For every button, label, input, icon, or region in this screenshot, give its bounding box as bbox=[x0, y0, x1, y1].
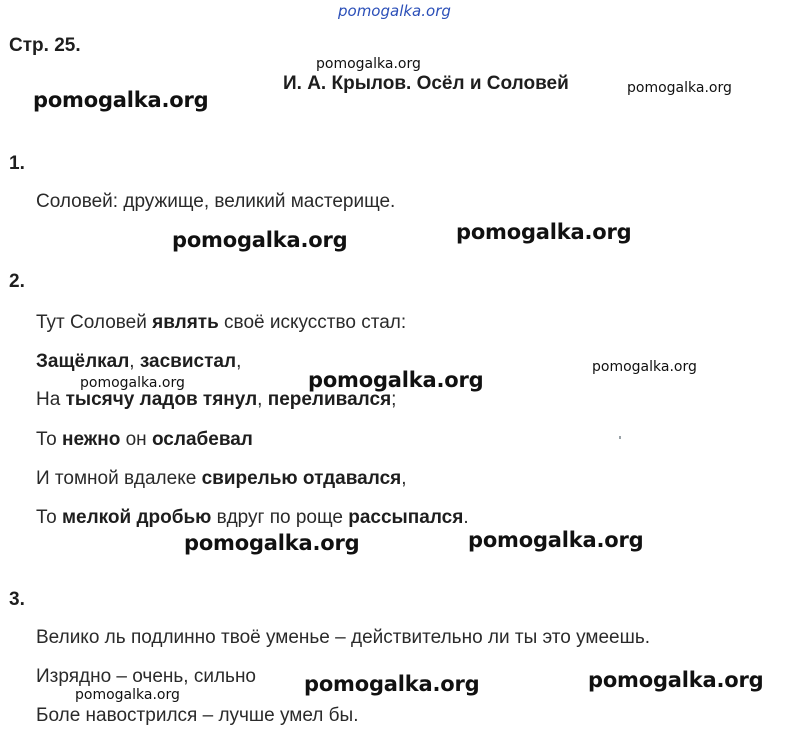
watermark-top: pomogalka.org bbox=[338, 2, 451, 20]
watermark: pomogalka.org bbox=[308, 368, 484, 392]
poem-line-4: То нежно он ослабевал bbox=[36, 429, 253, 450]
watermark: pomogalka.org bbox=[33, 88, 209, 112]
answer-line: Велико ль подлинно твоё уменье – действительно ли ты это умеешь. bbox=[36, 627, 651, 648]
page-label: Стр. 25. bbox=[9, 35, 81, 56]
section-number-3: 3. bbox=[9, 589, 25, 610]
watermark: pomogalka.org bbox=[184, 531, 360, 555]
answer-line: Боле навострился – лучше умел бы. bbox=[36, 705, 359, 726]
answer-line: Соловей: дружище, великий мастерище. bbox=[36, 191, 396, 212]
section-number-1: 1. bbox=[9, 153, 25, 174]
watermark: pomogalka.org bbox=[172, 228, 348, 252]
poem-line-1: Тут Соловей являть своё искусство стал: bbox=[36, 312, 407, 333]
poem-line-2: Защёлкал, засвистал, bbox=[36, 351, 242, 372]
watermark: pomogalka.org bbox=[456, 220, 632, 244]
watermark: pomogalka.org bbox=[468, 528, 644, 552]
answer-line: Изрядно – очень, сильно bbox=[36, 666, 257, 687]
watermark: pomogalka.org bbox=[627, 80, 732, 96]
watermark: pomogalka.org bbox=[80, 375, 185, 391]
watermark: pomogalka.org bbox=[75, 687, 180, 703]
watermark: pomogalka.org bbox=[592, 359, 697, 375]
watermark: pomogalka.org bbox=[588, 668, 764, 692]
section-number-2: 2. bbox=[9, 271, 25, 292]
poem-line-3: На тысячу ладов тянул, переливался; bbox=[36, 389, 397, 410]
page-title: И. А. Крылов. Осёл и Соловей bbox=[283, 73, 569, 94]
scan-speck bbox=[619, 436, 621, 439]
watermark: pomogalka.org bbox=[316, 56, 421, 72]
watermark: pomogalka.org bbox=[304, 672, 480, 696]
poem-line-6: То мелкой дробью вдруг по роще рассыпался. bbox=[36, 507, 469, 528]
poem-line-5: И томной вдалеке свирелью отдавался, bbox=[36, 468, 407, 489]
